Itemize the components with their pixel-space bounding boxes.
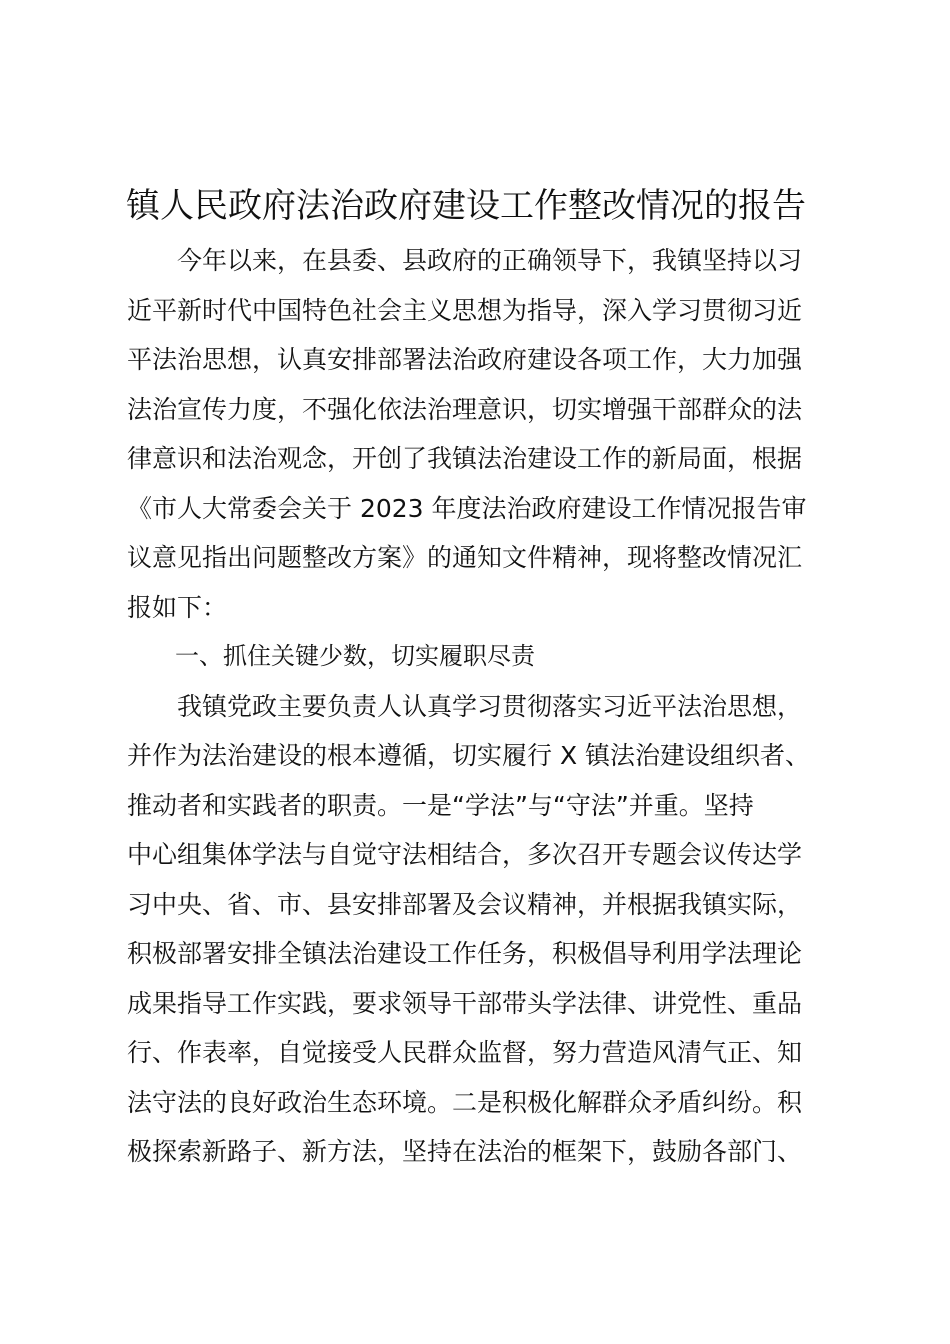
body-line: 法守法的良好政治生态环境。二是积极化解群众矛盾纠纷。积 <box>127 1087 803 1117</box>
body-line: 律意识和法治观念，开创了我镇法治建设工作的新局面，根据 <box>127 444 803 473</box>
body-line: 习中央、省、市、县安排部署及会议精神，并根据我镇实际， <box>127 889 803 919</box>
body-line: 法治宣传力度，不强化依法治理意识，切实增强干部群众的法 <box>127 394 803 424</box>
body-line: 积极部署安排全镇法治建设工作任务，积极倡导利用学法理论 <box>127 939 803 968</box>
document-title: 镇人民政府法治政府建设工作整改情况的报告 <box>126 186 806 226</box>
body-line: 成果指导工作实践，要求领导干部带头学法律、讲党性、重品 <box>127 988 803 1018</box>
body-line: 今年以来，在县委、县政府的正确领导下，我镇坚持以习 <box>127 246 803 275</box>
body-line: 中心组集体学法与自觉守法相结合，多次召开专题会议传达学 <box>127 840 803 869</box>
body-line: 近平新时代中国特色社会主义思想为指导，深入学习贯彻习近 <box>127 295 803 325</box>
body-line: 并作为法治建设的根本遵循，切实履行 X 镇法治建设组织者、 <box>127 741 811 770</box>
body-line: 行、作表率，自觉接受人民群众监督，努力营造风清气正、知 <box>127 1038 803 1067</box>
body-line: 报如下： <box>127 592 228 622</box>
body-line: 议意见指出问题整改方案》的通知文件精神，现将整改情况汇 <box>127 543 803 572</box>
body-line: 我镇党政主要负责人认真学习贯彻落实习近平法治思想， <box>127 691 803 721</box>
document-body <box>127 236 833 1177</box>
body-line: 推动者和实践者的职责。一是“学法”与“守法”并重。坚持 <box>127 790 754 820</box>
body-line: 平法治思想，认真安排部署法治政府建设各项工作，大力加强 <box>127 345 803 374</box>
body-line: 《市人大常委会关于 2023 年度法治政府建设工作情况报告审 <box>127 493 807 523</box>
section-heading: 一、抓住关键少数，切实履职尽责 <box>127 642 535 670</box>
body-line: 极探索新路子、新方法，坚持在法治的框架下，鼓励各部门、 <box>127 1137 803 1166</box>
